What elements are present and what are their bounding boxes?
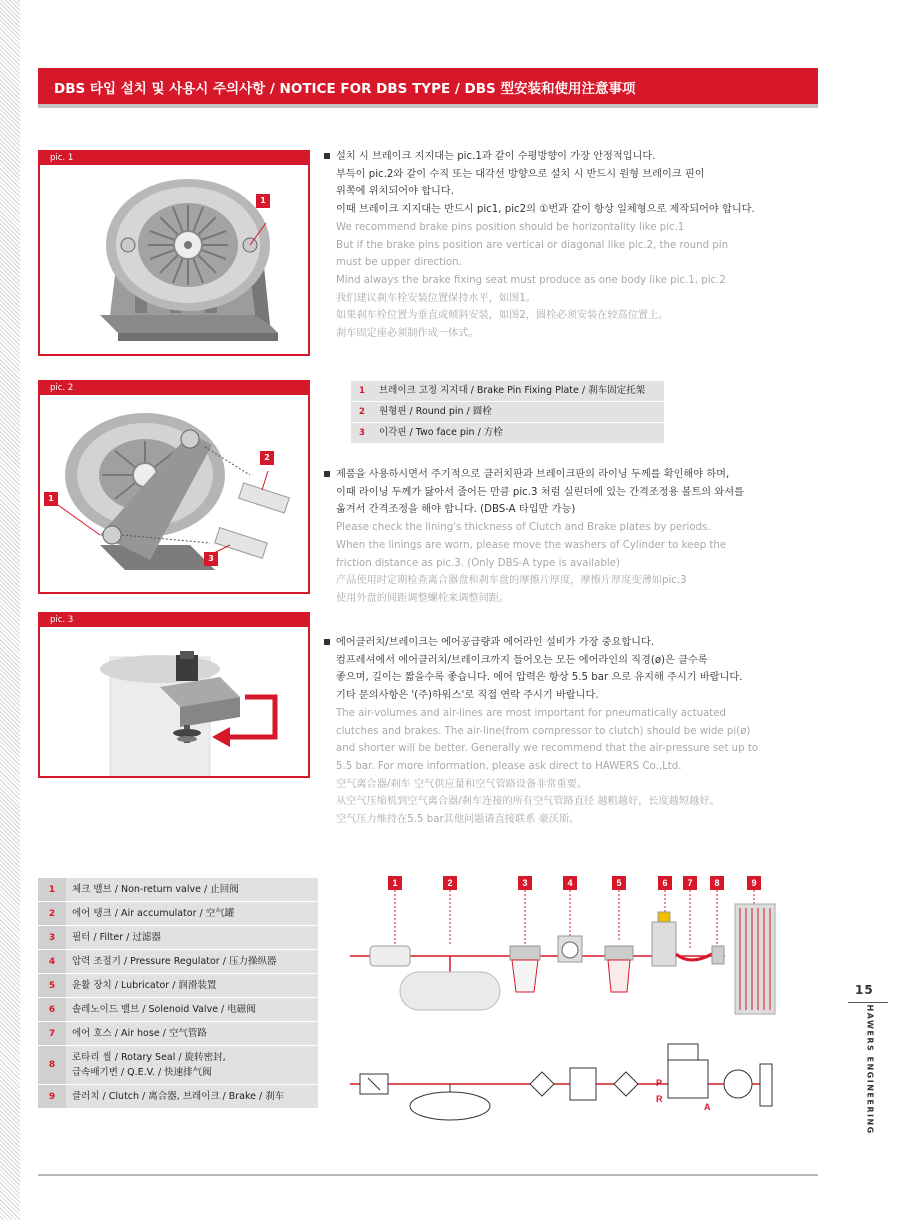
pic2-badge-2: 2: [260, 451, 274, 465]
section2-ko-line: 이때 라이닝 두께가 닳아서 줄어든 만큼 pic.3 처럼 실린더에 있는 간격조정용 볼트의 와셔를: [336, 486, 744, 498]
legend-label: 급속배기변 / Q.E.V. / 快速排气阀: [72, 1067, 212, 1078]
parts-label: 이각핀 / Two face pin / 方栓: [379, 427, 503, 438]
section2-zh-line: 使用外盘的间距调整螺栓来调整间距。: [336, 592, 510, 604]
page-number-rule: [848, 1002, 888, 1003]
legend-label: 솔레노이드 밸브 / Solenoid Valve / 电磁阀: [72, 1004, 256, 1015]
notice-section-2: [336, 466, 826, 608]
parts-table: [351, 381, 664, 444]
legend-row: [38, 1022, 318, 1045]
section3-zh-line: 从空气压缩机到空气离合器/刹车连接的所有空气管路直径 越粗越好，长度越短越好。: [336, 796, 720, 808]
section2-ko-line: 제품을 사용하시면서 주기적으로 클러치판과 브레이크판의 라이닝 두께를 확인해야 하며,: [336, 469, 730, 480]
legend-number: 2: [38, 902, 66, 925]
section3-en-line: clutches and brakes. The air-line(from compressor to clutch) should be wide pi(ø): [336, 725, 751, 737]
section1-en-line: Mind always the brake fixing seat must produce as one body like pic.1, pic.2: [336, 274, 726, 286]
legend-label: 로타리 씰 / Rotary Seal / 旋转密封,: [72, 1052, 226, 1063]
notice-section-3: [336, 634, 826, 829]
port-label-r: R: [656, 1094, 663, 1104]
section2-zh-line: 产品使用时定期检查离合器盘和刹车盘的摩擦片厚度，摩擦片厚度变薄如pic.3: [336, 575, 687, 587]
diagram-num-1: 1: [392, 878, 398, 888]
parts-row: [351, 381, 664, 401]
section3-en-line: 5.5 bar. For more information, please ask direct to HAWERS Co.,Ltd.: [336, 760, 682, 772]
header-banner: [38, 68, 818, 104]
parts-row: [351, 423, 664, 443]
section3-en-line: and shorter will be better. Generally we recommend that the air-pressure set up to: [336, 743, 759, 755]
page-title: DBS 타입 설치 및 사용시 주의사항 / NOTICE FOR DBS TYPE / DBS 型安装和使用注意事项: [54, 81, 636, 97]
legend-number: 7: [38, 1022, 66, 1045]
section1-en-line: But if the brake pins position are vertical or diagonal like pic.2, the round pin: [336, 239, 729, 251]
legend-label: 체크 밸브 / Non-return valve / 止回阀: [72, 884, 239, 895]
diagram-num-8: 8: [714, 878, 720, 888]
section2-en-line: Please check the lining's thickness of Clutch and Brake plates by periods.: [336, 522, 711, 534]
section2-en-line: friction distance as pic.3. (Only DBS-A type is available): [336, 557, 620, 569]
port-label-a: A: [704, 1102, 711, 1112]
section1-zh-line: 刹车固定座必须制作成一体式。: [336, 328, 479, 340]
parts-label: 브레이크 고정 지지대 / Brake Pin Fixing Plate / 刹车固定托架: [379, 385, 646, 396]
section3-ko-line: 에어클러치/브레이크는 에어공급량과 에어라인 설비가 가장 중요합니다.: [336, 637, 655, 648]
legend-label: 에어 호스 / Air hose / 空气管路: [72, 1028, 207, 1039]
legend-label: 필터 / Filter / 过滤器: [72, 932, 161, 943]
legend-number: 6: [38, 998, 66, 1021]
legend-number: 4: [38, 950, 66, 973]
legend-row: [38, 974, 318, 997]
legend-label: 압력 조절기 / Pressure Regulator / 压力操纵器: [72, 956, 277, 967]
pic2-label: pic. 2: [40, 382, 308, 395]
legend-row: [38, 878, 318, 901]
pic3-panel: [38, 612, 310, 778]
pic2-panel: [38, 380, 310, 594]
section1-ko-line: 이때 브레이크 지지대는 반드시 pic1, pic2의 ①번과 같이 항상 일체형으로 제작되어야 합니다.: [336, 204, 755, 216]
pic1-panel: [38, 150, 310, 356]
section1-ko-line: 부득이 pic.2와 같이 수직 또는 대각선 방향으로 설치 시 반드시 원형 브레이크 핀이: [336, 168, 705, 180]
section3-ko-line: 컴프레셔에서 에어클러치/브레이크까지 들어오는 모든 에어라인의 직경(ø)은 클수록: [336, 654, 708, 666]
legend-label: 에어 탱크 / Air accumulator / 空气罐: [72, 908, 235, 919]
legend-number: 9: [38, 1085, 66, 1108]
section3-zh-line: 空气离合器/刹车 空气供应量和空气管路设备非常重要。: [336, 778, 588, 790]
air-system-legend: [38, 878, 318, 1109]
pic2-badge-3: 3: [204, 552, 218, 566]
banner-shadow: [38, 104, 818, 108]
section1-ko-line: 설치 시 브레이크 지지대는 pic.1과 같이 수평방향이 가장 안정적입니다.: [336, 151, 656, 162]
section1-zh-line: 我们建议刹车栓安装位置保持水平，如图1。: [336, 292, 537, 304]
hatched-margin: [0, 0, 20, 1220]
parts-number: 2: [359, 407, 365, 417]
diagram-num-6: 6: [662, 878, 668, 888]
legend-row: [38, 1046, 318, 1084]
legend-number: 1: [38, 878, 66, 901]
diagram-num-4: 4: [567, 878, 573, 888]
bullet-marker: [324, 639, 330, 645]
port-label-p: P: [656, 1078, 663, 1088]
parts-number: 1: [359, 386, 365, 396]
legend-row: [38, 902, 318, 925]
parts-label: 원형핀 / Round pin / 圆栓: [379, 406, 492, 417]
notice-section-1: [336, 148, 826, 343]
legend-number: 5: [38, 974, 66, 997]
bullet-marker: [324, 471, 330, 477]
diagram-num-5: 5: [616, 878, 622, 888]
page-number: 15: [855, 983, 874, 997]
section2-ko-line: 옮겨서 간격조정을 해야 합니다. (DBS-A 타입만 가능): [336, 504, 576, 516]
brand-vertical-text: HAWERS ENGINEERING: [865, 1004, 875, 1135]
section1-ko-line: 위쪽에 위치되어야 합니다.: [336, 186, 454, 198]
pic1-badge-1: 1: [256, 194, 270, 208]
footer-rule: [38, 1174, 818, 1176]
legend-number: 8: [38, 1046, 66, 1084]
diagram-num-3: 3: [522, 878, 528, 888]
legend-row: [38, 926, 318, 949]
section3-en-line: The air-volumes and air-lines are most important for pneumatically actuated: [336, 707, 727, 719]
section3-ko-line: 좋으며, 길이는 짧을수록 좋습니다. 에어 압력은 항상 5.5 bar 으로 유지해 주시기 바랍니다.: [336, 672, 743, 684]
diagram-num-9: 9: [751, 878, 757, 888]
bullet-marker: [324, 153, 330, 159]
pic1-label: pic. 1: [40, 152, 308, 165]
legend-row: [38, 1085, 318, 1108]
parts-row: [351, 402, 664, 422]
section3-zh-line: 空气压力维持在5.5 bar其他问题请直接联系 豪沃斯。: [336, 814, 580, 826]
legend-label: 클러치 / Clutch / 离合器, 브레이크 / Brake / 刹车: [72, 1091, 285, 1102]
legend-number: 3: [38, 926, 66, 949]
legend-label: 윤활 장치 / Lubricator / 润滑装置: [72, 980, 217, 991]
section1-zh-line: 如果刹车栓位置为垂直或倾斜安装，如图2，圆栓必须安装在较高位置上。: [336, 310, 669, 322]
pic2-brake-illustration: [40, 395, 308, 592]
section1-en-line: We recommend brake pins position should be horizontality like pic.1: [336, 221, 685, 233]
diagram-num-7: 7: [687, 878, 693, 888]
section3-ko-line: 기타 문의사항은 '(주)하워스'로 직접 연락 주시기 바랍니다.: [336, 690, 599, 702]
diagram-number-badges: [388, 876, 761, 890]
legend-row: [38, 998, 318, 1021]
legend-row: [38, 950, 318, 973]
pic2-badge-1: 1: [44, 492, 58, 506]
pic3-label: pic. 3: [40, 614, 308, 627]
diagram-num-2: 2: [447, 878, 453, 888]
pneumatic-system-diagram: [340, 874, 780, 1124]
parts-number: 3: [359, 428, 365, 438]
section2-en-line: When the linings are worn, please move the washers of Cylinder to keep the: [336, 539, 727, 551]
section1-en-line: must be upper direction.: [336, 257, 462, 269]
pic3-washer-adjustment-illustration: [40, 627, 308, 776]
